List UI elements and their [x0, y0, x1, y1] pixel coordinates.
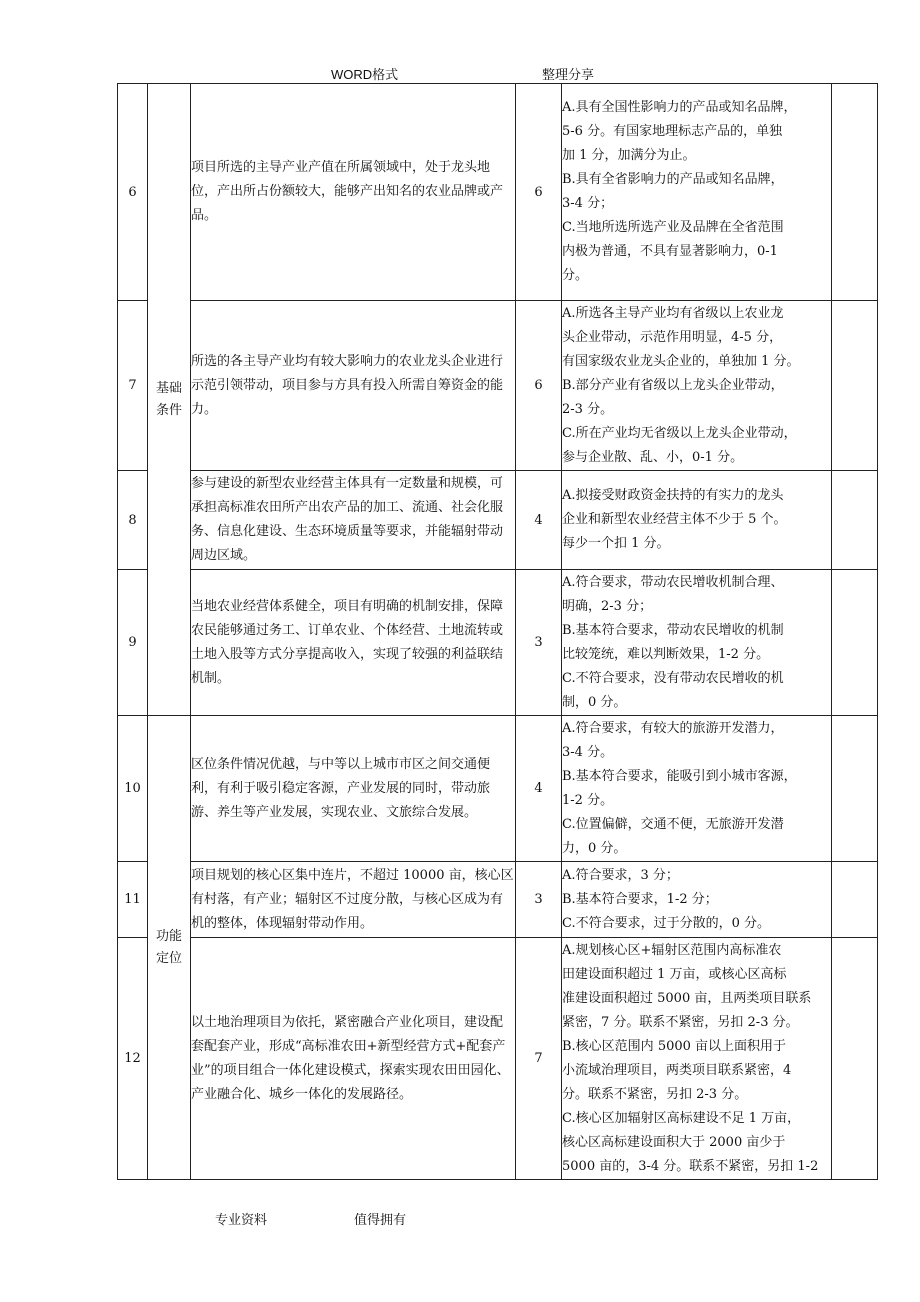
table-row	[118, 301, 878, 471]
criteria-line: 内极为普通，不具有显著影响力，0-1	[562, 244, 778, 259]
item-criteria	[562, 301, 832, 471]
criteria-line: B.基本符合要求，能吸引到小城市客源，	[562, 768, 797, 784]
criteria-line: A.符合要求，带动农民增收机制合理、	[562, 574, 784, 590]
item-score: 6	[516, 301, 562, 471]
row-number: 11	[118, 862, 148, 938]
remark-cell	[832, 570, 878, 716]
page-footer-left: 专业资料	[215, 1212, 268, 1227]
item-score: 7	[516, 938, 562, 1180]
remark-cell	[832, 301, 878, 471]
remark-cell	[832, 862, 878, 938]
page-header-left: WORD格式	[331, 67, 399, 82]
remark-cell	[832, 716, 878, 862]
criteria-line: 头企业带动，示范作用明显，4-5 分，	[562, 329, 783, 345]
table-row	[118, 938, 878, 1180]
table-row	[118, 471, 878, 570]
criteria-line: C.不符合要求，没有带动农民增收的机	[562, 670, 784, 686]
page-footer-right: 值得拥有	[354, 1212, 407, 1227]
item-description: 区位条件情况优越，与中等以上城市市区之间交通便利，有利于吸引稳定客源，产业发展的同时，带动旅游、养生等产业发展，实现农业、文旅综合发展。	[191, 716, 516, 862]
item-criteria	[562, 716, 832, 862]
category-text: 定位	[155, 950, 182, 966]
criteria-line: 2-3 分。	[562, 401, 614, 417]
criteria-line: 每少一个扣 1 分。	[562, 536, 670, 551]
item-score: 3	[516, 570, 562, 716]
criteria-line: 准建设面积超过 5000 亩，且两类项目联系	[562, 990, 812, 1006]
criteria-line: A.符合要求，3 分；	[562, 867, 679, 883]
item-description: 参与建设的新型农业经营主体具有一定数量和规模，可承担高标准农田所产出农产品的加工、流通、社会化服务、信息化建设、生态环境质量等要求，并能辐射带动周边区域。	[191, 471, 516, 570]
criteria-line: C.核心区加辐射区高标建设不足 1 万亩，	[562, 1110, 801, 1126]
item-score: 3	[516, 862, 562, 938]
criteria-line: 5-6 分。有国家地理标志产品的，单独	[562, 124, 783, 139]
table-row	[118, 716, 878, 862]
item-description: 项目所选的主导产业产值在所属领域中，处于龙头地位，产出所占份额较大，能够产出知名的农业品牌或产品。	[191, 84, 516, 301]
row-number: 12	[118, 938, 148, 1180]
criteria-line: C.不符合要求，过于分散的，0 分。	[562, 915, 771, 931]
category-text: 基础	[155, 380, 182, 396]
criteria-line: 分。联系不紧密，另扣 2-3 分。	[562, 1086, 748, 1102]
row-number: 8	[118, 471, 148, 570]
remark-cell	[832, 938, 878, 1180]
criteria-line: C.当地所选所选产业及品牌在全省范围	[562, 220, 784, 235]
item-score: 6	[516, 84, 562, 301]
table-row	[118, 862, 878, 938]
criteria-line: B.基本符合要求，带动农民增收的机制	[562, 622, 784, 638]
row-number: 10	[118, 716, 148, 862]
item-criteria	[562, 471, 832, 570]
criteria-line: 田建设面积超过 1 万亩，或核心区高标	[562, 966, 787, 982]
criteria-line: 核心区高标建设面积大于 2000 亩少于	[562, 1134, 786, 1150]
criteria-line: 比较笼统，难以判断效果，1-2 分。	[562, 646, 770, 662]
item-criteria	[562, 570, 832, 716]
criteria-line: 分。	[562, 268, 589, 283]
item-criteria	[562, 862, 832, 938]
criteria-line: A.拟接受财政资金扶持的有实力的龙头	[562, 488, 784, 503]
criteria-line: 小流域治理项目，两类项目联系紧密，4	[562, 1062, 792, 1078]
scoring-table	[117, 83, 878, 1180]
page-header-right: 整理分享	[542, 67, 595, 82]
row-number: 9	[118, 570, 148, 716]
criteria-line: 加 1 分，加满分为止。	[562, 148, 696, 163]
criteria-line: 企业和新型农业经营主体不少于 5 个。	[562, 512, 787, 527]
item-criteria	[562, 938, 832, 1180]
item-description: 所选的各主导产业均有较大影响力的农业龙头企业进行示范引领带动，项目参与方具有投入所需自筹资金的能力。	[191, 301, 516, 471]
row-number: 6	[118, 84, 148, 301]
criteria-line: 1-2 分。	[562, 792, 614, 808]
criteria-line: A.具有全国性影响力的产品或知名品牌，	[562, 100, 797, 115]
criteria-line: 3-4 分。	[562, 744, 614, 760]
criteria-line: 5000 亩的，3-4 分。联系不紧密，另扣 1-2	[562, 1158, 819, 1174]
row-number: 7	[118, 301, 148, 471]
criteria-line: B.具有全省影响力的产品或知名品牌，	[562, 172, 784, 187]
criteria-line: 制，0 分。	[562, 694, 627, 710]
category-text: 功能	[155, 928, 182, 944]
table-row	[118, 570, 878, 716]
criteria-line: C.位置偏僻，交通不便，无旅游开发潜	[562, 816, 784, 832]
item-score: 4	[516, 471, 562, 570]
criteria-line: B.部分产业有省级以上龙头企业带动，	[562, 377, 784, 393]
criteria-line: A.符合要求，有较大的旅游开发潜力，	[562, 720, 784, 736]
remark-cell	[832, 471, 878, 570]
criteria-line: 参与企业散、乱、小，0-1 分。	[562, 449, 744, 465]
remark-cell	[832, 84, 878, 301]
item-criteria	[562, 84, 832, 301]
criteria-line: B.基本符合要求，1-2 分；	[562, 891, 718, 907]
table-row	[118, 84, 878, 301]
criteria-line: 有国家级农业龙头企业的，单独加 1 分。	[562, 353, 800, 369]
item-score: 4	[516, 716, 562, 862]
criteria-line: A.所选各主导产业均有省级以上农业龙	[562, 305, 784, 321]
criteria-line: C.所在产业均无省级以上龙头企业带动，	[562, 425, 797, 441]
criteria-line: A.规划核心区+辐射区范围内高标准农	[562, 942, 782, 958]
criteria-line: 力，0 分。	[562, 840, 627, 856]
criteria-line: 明确，2-3 分；	[562, 598, 653, 614]
criteria-line: 紧密，7 分。联系不紧密，另扣 2-3 分。	[562, 1014, 799, 1030]
criteria-line: B.核心区范围内 5000 亩以上面积用于	[562, 1038, 787, 1054]
category-basic	[148, 84, 191, 716]
item-description: 当地农业经营体系健全，项目有明确的机制安排，保障农民能够通过务工、订单农业、个体经营、土地流转或土地入股等方式分享提高收入，实现了较强的利益联结机制。	[191, 570, 516, 716]
criteria-line: 3-4 分；	[562, 196, 614, 211]
item-description: 项目规划的核心区集中连片，不超过 10000 亩，核心区有村落，有产业；辐射区不过度分散，与核心区成为有机的整体，体现辐射带动作用。	[191, 862, 516, 938]
item-description: 以土地治理项目为依托，紧密融合产业化项目，建设配套配套产业，形成“高标准农田+新型经营方式+配套产业”的项目组合一体化建设模式，探索实现农田田园化、产业融合化、城乡一体化的发展路径。	[191, 938, 516, 1180]
category-text: 条件	[155, 402, 182, 418]
category-function	[148, 716, 191, 1180]
